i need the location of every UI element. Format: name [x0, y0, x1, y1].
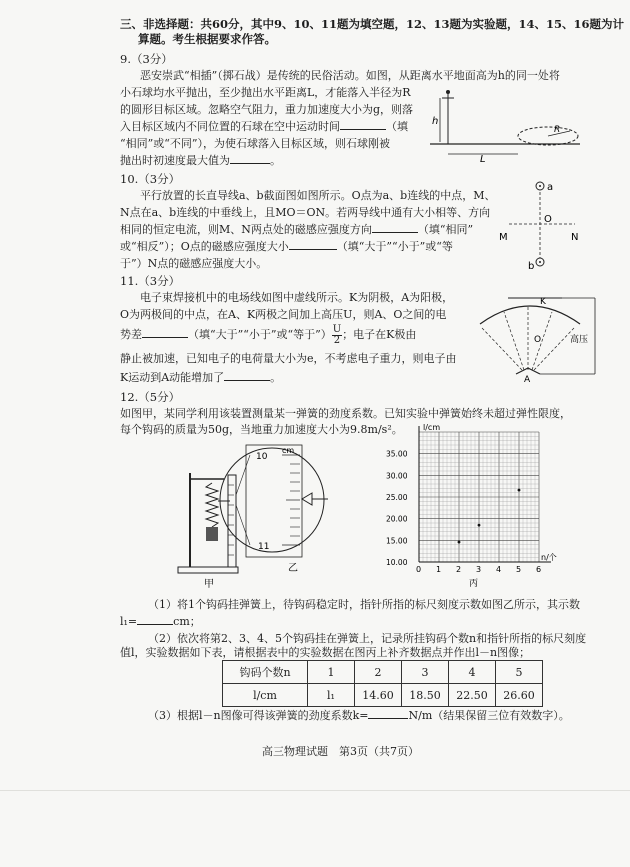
table-cell: 2: [355, 661, 402, 684]
q9-line5: “相同”或“不同”），为使石球落入目标区域，则石球刚被: [120, 137, 390, 150]
q12-data-table: [222, 660, 543, 707]
q9-figure: [420, 84, 585, 164]
q10-line3: [120, 223, 473, 237]
y-tick-label: 10.00: [386, 558, 408, 567]
y-tick-label: 25.00: [386, 493, 408, 502]
q12-l1-unit: cm；: [173, 615, 201, 628]
q11-head: 11.（3分）: [120, 274, 181, 288]
page-footer: 高三物理试题 第3页（共7页）: [262, 745, 419, 758]
x-tick-label: 0: [416, 565, 422, 574]
label-bing: 丙: [469, 579, 479, 589]
q12-head: 12.（5分）: [120, 390, 181, 404]
q12-part1-line2: [120, 615, 201, 629]
q11-line2: O为两极间的中点，在A、K两极之间加上高压U，则A、O之间的电: [120, 308, 447, 321]
chart-ticks: [386, 450, 541, 574]
section-title-line1: 三、非选择题：共60分，其中9、10、11题为填空题，12、13题为实验题，14、15、16题为计: [120, 17, 625, 31]
chart-ylabel: l/cm: [423, 423, 441, 432]
table-head-l: l/cm: [223, 684, 308, 707]
section-title-line2: 算题。考生根据要求作答。: [138, 32, 276, 46]
q10-blank2[interactable]: [289, 249, 337, 250]
q9-blank2[interactable]: [230, 163, 270, 164]
q11-line4: 静止被加速，已知电子的电荷量大小为e，不考虑电子重力，则电子由: [120, 352, 457, 365]
q12-part2-line2: 值l，实验数据如下表，请根据表中的实验数据在图丙上补齐数据点并作出l－n图像；: [120, 646, 531, 659]
q12-part3-tail: N/m（结果保留三位有效数字）。: [408, 709, 570, 722]
q9-line1: 恶安崇武“相插”（掷石战）是传统的民俗活动。如图，从距离水平地面高为h的同一处将: [140, 69, 560, 82]
q9-line4-text: 入目标区域内不同位置的石球在空中运动时间: [120, 120, 340, 133]
q11-line5-text: K运动到A动能增加了: [120, 371, 225, 384]
q11-line3-mid: （填“大于”“小于”或“等于”）: [188, 328, 332, 341]
y-tick-label: 20.00: [386, 514, 408, 524]
data-point: [478, 524, 481, 527]
table-cell: 1: [308, 661, 355, 684]
q11-line5: [120, 371, 281, 385]
q10-line4-text: 或“相反”）；O点的磁感应强度大小: [120, 240, 289, 253]
q10-line4: [120, 240, 453, 254]
data-point: [458, 541, 461, 544]
frac-num: U: [332, 323, 342, 335]
table-cell: 5: [496, 661, 543, 684]
q11-blank1[interactable]: [142, 337, 188, 338]
fig-label-M: M: [499, 232, 508, 243]
x-tick-label: 4: [496, 565, 502, 574]
q9-line2: 小石球均水平抛出，至少抛出水平距离L，才能落入半径为R: [120, 86, 411, 99]
q10-line3-tail: （填“相同”: [417, 223, 474, 236]
table-row: [223, 684, 543, 707]
q12-part2-line1: （2）依次将第2、3、4、5个钩码挂在弹簧上，记录所挂钩码个数n和指针所指的标尺刻度: [148, 632, 587, 645]
table-cell: 14.60: [355, 684, 402, 707]
q10-figure: [495, 178, 605, 270]
q12-line1: 如图甲，某同学利用该装置测量某一弹簧的劲度系数。已知实验中弹簧始终未超过弹性限度，: [120, 407, 571, 420]
divider: [0, 790, 630, 791]
q12-blank2[interactable]: [368, 718, 408, 719]
ruler-label-11: 11: [258, 542, 270, 552]
ruler-label-10: 10: [256, 452, 268, 462]
q12-part3: [148, 709, 570, 723]
q12-blank1[interactable]: [137, 624, 173, 625]
ruler-label-cm: cm: [282, 446, 295, 455]
x-tick-label: 2: [456, 565, 462, 574]
table-cell: 4: [449, 661, 496, 684]
table-cell: 22.50: [449, 684, 496, 707]
x-tick-label: 3: [476, 565, 482, 574]
q10-line4-tail: （填“大于”“小于”或“等: [336, 240, 453, 253]
chart-xlabel: n/个: [541, 553, 557, 562]
y-tick-label: 15.00: [386, 536, 408, 546]
q11-line5-end: 。: [270, 371, 282, 384]
table-head-n: 钩码个数n: [223, 661, 308, 684]
table-cell: 18.50: [402, 684, 449, 707]
fig-label-b: b: [528, 261, 535, 270]
q12-part1-line1: （1）将1个钩码挂弹簧上，待钩码稳定时，指针所指的标尺刻度示数如图乙所示，其示数: [148, 598, 580, 611]
q9-line4-tail: （填: [386, 120, 408, 133]
q9-line3: 的圆形目标区域。忽略空气阻力，重力加速度大小为g，则落: [120, 103, 414, 116]
q9-line4: [120, 120, 408, 134]
frac-den: 2: [333, 334, 341, 346]
x-tick-label: 5: [516, 565, 522, 574]
fig-label-h: h: [432, 116, 439, 127]
q10-line2: N点在a、b连线的中垂线上，且MO＝ON。若两导线中通有大小相等、方向: [120, 206, 491, 219]
q9-line6-end: 。: [270, 154, 281, 167]
table-row: [223, 661, 543, 684]
q9-blank1[interactable]: [340, 129, 386, 130]
y-tick-label: 35.00: [386, 449, 408, 459]
q10-line1: 平行放置的长直导线a、b截面图如图所示。O点为a、b连线的中点，M、: [140, 189, 496, 202]
q12-l1-label: l₁=: [120, 615, 138, 628]
q12-chart: [385, 422, 565, 592]
fig-label-N: N: [571, 232, 579, 243]
fraction-U-over-2: [332, 325, 342, 346]
chart-grid: [419, 432, 539, 562]
table-cell: 26.60: [496, 684, 543, 707]
data-point: [518, 489, 521, 492]
q9-line6-text: 抛出时初速度最大值为: [120, 154, 230, 167]
q10-head: 10.（3分）: [120, 172, 181, 186]
q11-line3-text: 势差: [120, 328, 142, 341]
q9-line6: [120, 154, 281, 168]
q12-line2: 每个钩码的质量为50g，当地重力加速度大小为9.8m/s²。: [120, 423, 403, 436]
label-jia: 甲: [204, 579, 214, 590]
q11-figure: [470, 290, 605, 382]
q10-line3-text: 相同的恒定电流，则M、N两点处的磁感应强度方向: [120, 223, 372, 236]
q11-line1: 电子束焊接机中的电场线如图中虚线所示。K为阴极，A为阳极，: [140, 291, 454, 304]
q11-line3-tail: ；电子在K极由: [342, 328, 417, 341]
fig-label-O: O: [544, 214, 552, 225]
q12-part3-text: （3）根据l－n图像可得该弹簧的劲度系数k=: [148, 709, 369, 722]
q9-head: 9.（3分）: [120, 52, 173, 66]
table-cell: l₁: [308, 684, 355, 707]
fig-label-a: a: [547, 182, 554, 193]
x-tick-label: 1: [436, 565, 442, 574]
q10-line5: 于”）N点的磁感应强度大小。: [120, 257, 268, 270]
q11-line3: [120, 322, 416, 348]
fig-label-A: A: [524, 375, 531, 382]
fig-label-O2: O: [534, 335, 542, 345]
table-cell: 3: [402, 661, 449, 684]
q10-blank1[interactable]: [372, 232, 418, 233]
q12-apparatus-figure: [150, 435, 390, 595]
fig-label-R: R: [554, 125, 561, 135]
fig-label-K: K: [540, 297, 546, 307]
fig-label-hv: 高压: [570, 335, 589, 345]
label-yi: 乙: [288, 563, 298, 574]
y-tick-label: 30.00: [386, 471, 408, 481]
fig-label-L: L: [480, 154, 486, 164]
x-tick-label: 6: [536, 565, 542, 574]
q11-blank2[interactable]: [224, 380, 270, 381]
